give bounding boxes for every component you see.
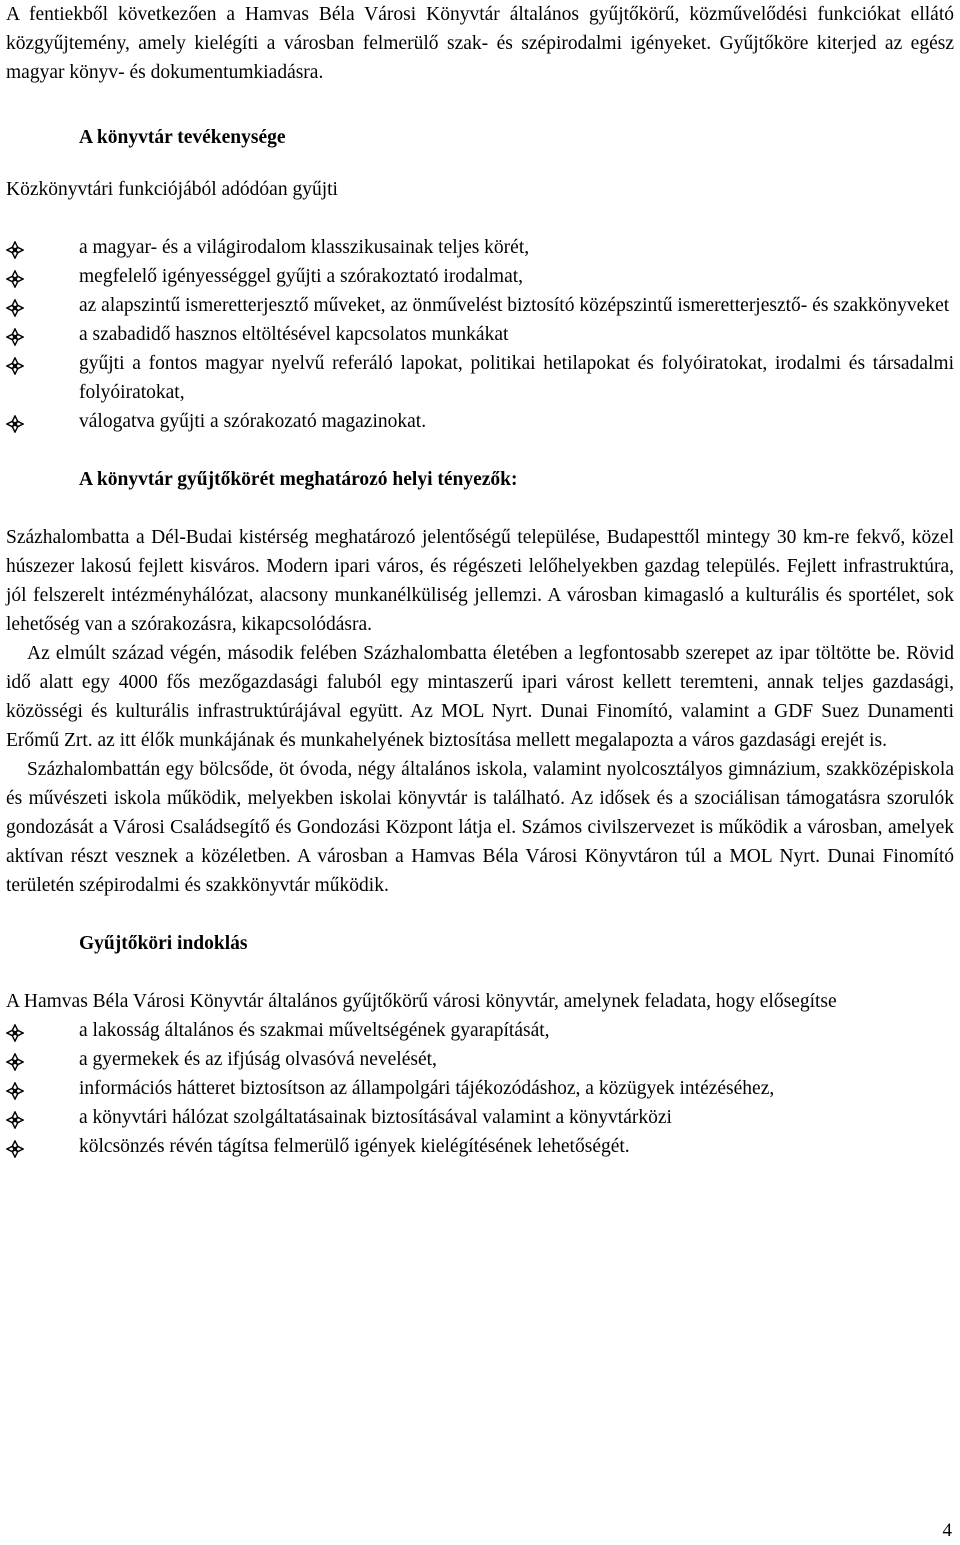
intro-paragraph: A fentiekből következően a Hamvas Béla Városi Könyvtár általános gyűjtőkörű, közművelődési funkciókat ellátó közgyűjtemény, amely kielégíti a városban felmerülő szak- és szépirodalmi igényeket. Gyűjtőköre kiterjed az egész magyar könyv- és dokumentumkiadásra.	[6, 4, 954, 83]
list-item-text: a magyar- és a világirodalom klasszikusainak teljes körét,	[79, 237, 530, 258]
section-heading-local-factors: A könyvtár gyűjtőkörét meghatározó helyi tényezők:	[79, 469, 518, 490]
diamond-bullet-icon	[6, 328, 24, 346]
section-heading-justification: Gyűjtőköri indoklás	[79, 933, 248, 954]
list-item-text: válogatva gyűjti a szórakozató magazinokat.	[79, 411, 427, 432]
list-item	[6, 1132, 954, 1161]
section3-lead: A Hamvas Béla Városi Könyvtár általános gyűjtőkörű városi könyvtár, amelynek feladata, hogy elősegítse	[6, 991, 837, 1012]
section1-list	[6, 233, 954, 436]
list-item-text: gyűjti a fontos magyar nyelvű referáló lapokat, politikai hetilapokat és folyóiratokat, irodalmi és társadalmi folyóiratokat,	[79, 353, 954, 403]
list-item	[6, 1074, 954, 1103]
list-item	[6, 1045, 954, 1074]
diamond-bullet-icon	[6, 1140, 24, 1158]
list-item-text: megfelelő igényességgel gyűjti a szórakoztató irodalmat,	[79, 266, 524, 287]
section3-list	[6, 1016, 954, 1161]
list-item	[6, 291, 954, 320]
section1-lead: Közkönyvtári funkciójából adódóan gyűjti	[6, 179, 338, 200]
list-item-text: a szabadidő hasznos eltöltésével kapcsolatos munkákat	[79, 324, 509, 345]
diamond-bullet-icon	[6, 299, 24, 317]
list-item	[6, 262, 954, 291]
list-item	[6, 1103, 954, 1132]
section2-paragraph: Százhalombattán egy bölcsőde, öt óvoda, négy általános iskola, valamint nyolcosztályos gimnázium, szakközépiskola és művészeti iskola működik, melyekben iskolai könyvtár is található. Az idősek és a szociálisan támogatásra szorulók gondozását a Városi Családsegítő és Gondozási Központ látja el. Számos civilszervezet is működik a városban, amelyek aktívan részt vesznek a közéletben. A városban a Hamvas Béla Városi Könyvtáron túl a MOL Nyrt. Dunai Finomító területén szépirodalmi és szakkönyvtár működik.	[6, 759, 954, 896]
list-item-text: információs hátteret biztosítson az állampolgári tájékozódáshoz, a közügyek intézéséhez,	[79, 1078, 775, 1099]
diamond-bullet-icon	[6, 241, 24, 259]
diamond-bullet-icon	[6, 1082, 24, 1100]
list-item	[6, 233, 954, 262]
list-item-text: a gyermekek és az ifjúság olvasóvá nevelését,	[79, 1049, 437, 1070]
diamond-bullet-icon	[6, 270, 24, 288]
list-item	[6, 1016, 954, 1045]
diamond-bullet-icon	[6, 415, 24, 433]
list-item	[6, 407, 954, 436]
list-item-text: az alapszintű ismeretterjesztő műveket, az önművelést biztosító középszintű ismeretterjesztő- és szakkönyveket	[79, 295, 950, 316]
page-number: 4	[942, 1520, 952, 1541]
list-item	[6, 320, 954, 349]
section-heading-activity: A könyvtár tevékenysége	[79, 127, 286, 148]
document-page	[6, 0, 954, 1161]
diamond-bullet-icon	[6, 1053, 24, 1071]
list-item	[6, 349, 954, 407]
section2-paragraph: Az elmúlt század végén, második felében Százhalombatta életében a legfontosabb szerepet az ipar töltötte be. Rövid idő alatt egy 4000 fős mezőgazdasági faluból egy mintaszerű ipari várost kellett teremteni, annak teljes gazdasági, közösségi és kulturális infrastruktúrájával együtt. Az MOL Nyrt. Dunai Finomító, valamint a GDF Suez Dunamenti Erőmű Zrt. az itt élők munkájának és munkahelyének biztosítása mellett megalapozta a város gazdasági erejét is.	[6, 643, 954, 751]
section2-paragraph: Százhalombatta a Dél-Budai kistérség meghatározó jelentőségű települése, Budapesttől mintegy 30 km-re fekvő, közel húszezer lakosú fejlett kisváros. Modern ipari város, és régészeti lelőhelyekben gazdag település. Fejlett infrastruktúra, jól felszerelt intézményhálózat, alacsony munkanélküliség jellemzi. A városban kimagasló a kulturális és sportélet, sok lehetőség van a szórakozásra, kikapcsolódásra.	[6, 527, 954, 635]
list-item-text: kölcsönzés révén tágítsa felmerülő igények kielégítésének lehetőségét.	[79, 1136, 630, 1157]
list-item-text: a lakosság általános és szakmai műveltségének gyarapítását,	[79, 1020, 550, 1041]
list-item-text: a könyvtári hálózat szolgáltatásainak biztosításával valamint a könyvtárközi	[79, 1107, 672, 1128]
diamond-bullet-icon	[6, 1111, 24, 1129]
diamond-bullet-icon	[6, 357, 24, 375]
diamond-bullet-icon	[6, 1024, 24, 1042]
